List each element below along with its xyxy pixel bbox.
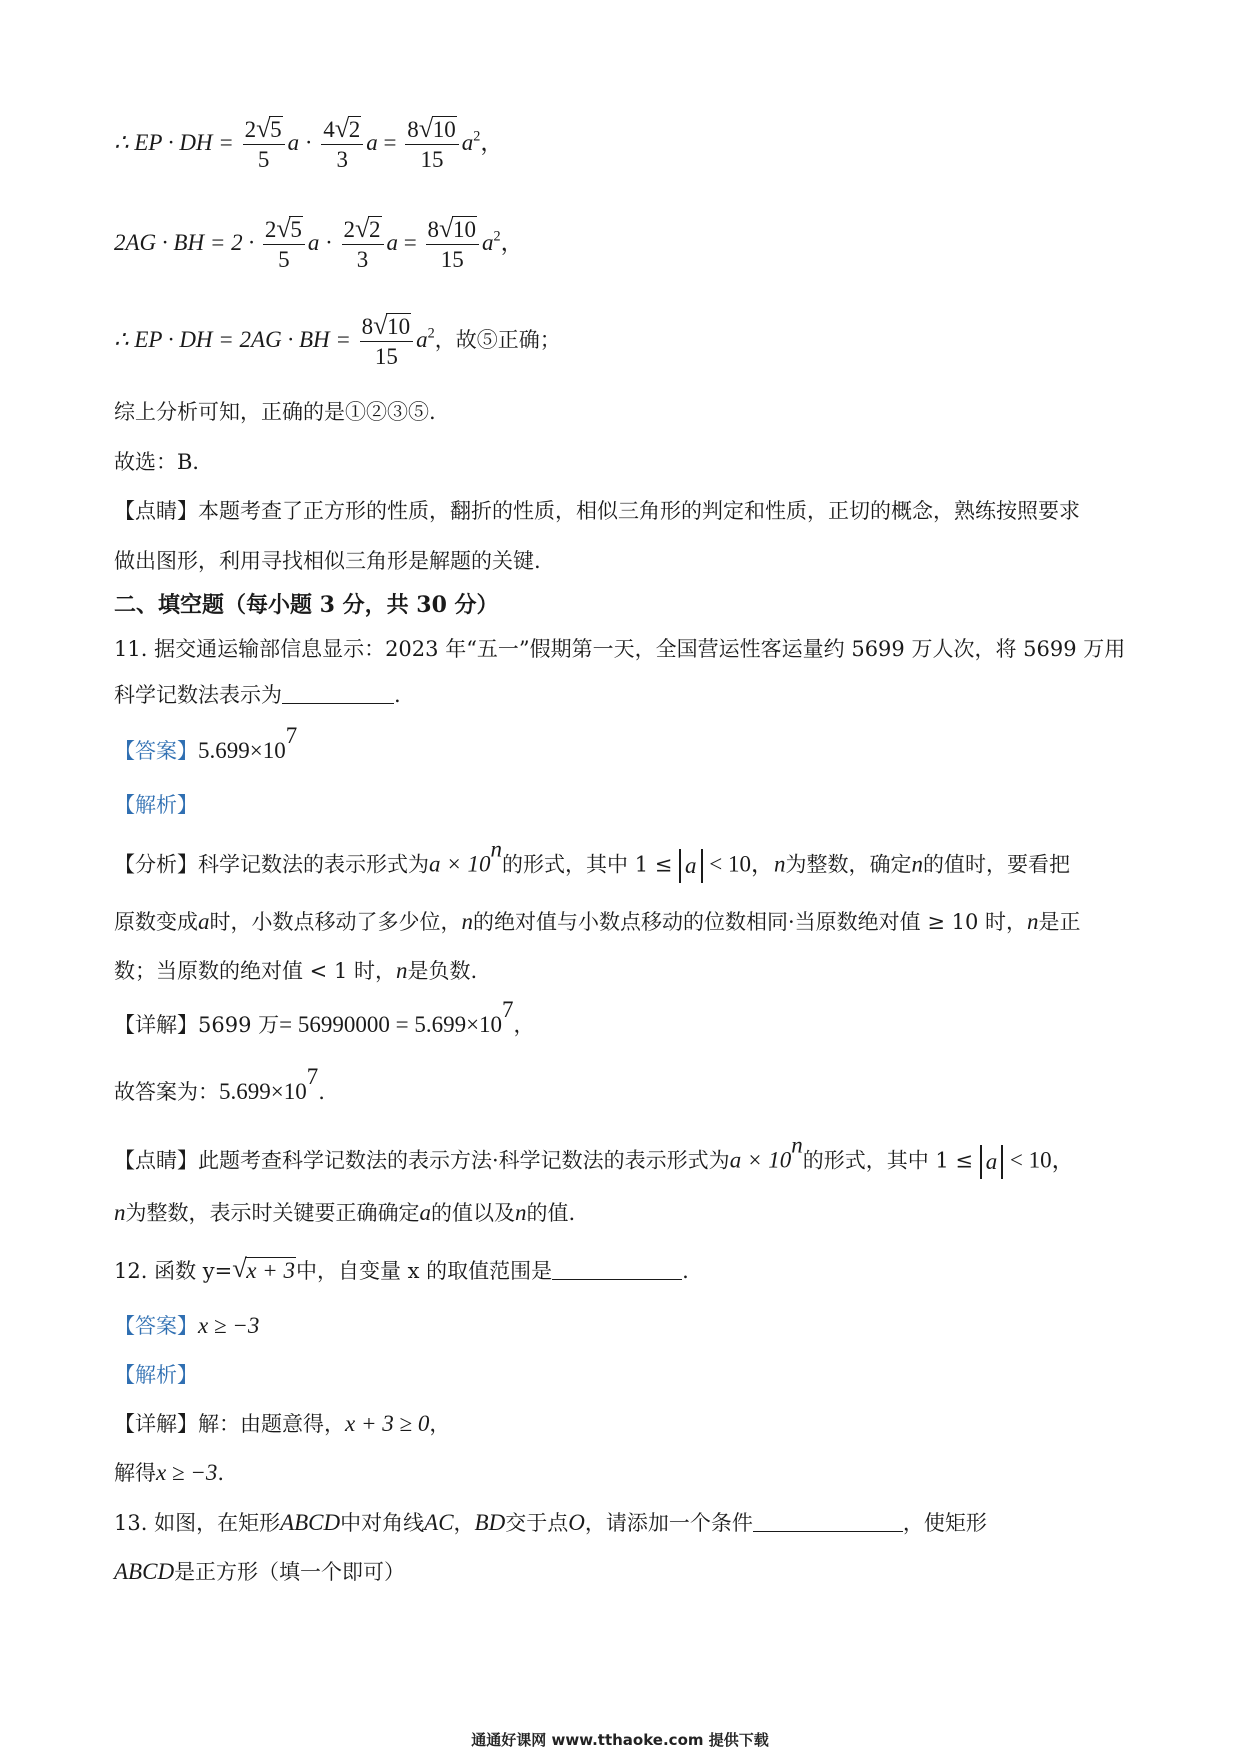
q11-stem-line-2: 科学记数法表示为 . [114, 683, 401, 707]
dianjing-paragraph-line-2: 做出图形，利用寻找相似三角形是解题的关键. [114, 549, 541, 573]
eq3-lhs: ∴ EP · DH = 2AG · BH = [114, 327, 351, 352]
eq1-fraction-3: 8 √ 10 15 [405, 118, 459, 172]
dianjing-paragraph-line-1: 【点睛】本题考查了正方形的性质，翻折的性质，相似三角形的判定和性质，正切的概念，熟练按照要求 [114, 499, 1080, 523]
equation-2ag-bh: 2AG · BH = 2 · 2 √ 5 5 a · 2 √ 2 3 a = 8 √ 10 15 $a^2$， [114, 212, 524, 272]
q11-dianjing-line-2: n为整数，表示时关键要正确确定a的值以及n的值. [114, 1200, 576, 1225]
q12-jiexi-tag: 【解析】 [114, 1363, 198, 1387]
answer-tag: 【答案】 [114, 739, 198, 763]
abs-value-a-2: a [980, 1145, 1004, 1179]
section-heading: 二、填空题（每小题 3 分，共 30 分） [114, 592, 499, 618]
q11-answer: 【答案】$5.699\times 10^7$ [114, 723, 298, 763]
q11-detail: 【详解】5699 万= $56990000 = 5.699\times 10^7$， [114, 997, 535, 1037]
eq2-fraction-1: 2 √ 5 5 [263, 218, 305, 272]
q12-stem: 12. 函数 y= √ x + 3中，自变量 x 的取值范围是 . [114, 1256, 1130, 1286]
q11-final-answer: 故答案为：$5.699\times 10^7$. [114, 1064, 325, 1104]
eq2-fraction-3: 8 √ 10 15 [426, 218, 480, 272]
q11-dianjing-line-1: 【点睛】此题考查科学记数法的表示方法·科学记数法的表示形式为$a \times 10^n$的形式，其中 1 ≤ a < 10， [114, 1145, 1130, 1179]
eq1-fraction-1: 2 √ 5 5 [243, 118, 285, 172]
q11-analysis-line-2: 原数变成a时，小数点移动了多少位，n的绝对值与小数点移动的位数相同·当原数绝对值 ≥ 10 时，n是正 [114, 909, 1081, 934]
abs-value-a: a [679, 849, 703, 883]
eq2-fraction-2: 2 √ 2 3 [342, 218, 384, 272]
dianjing-tag: 【点睛】 [114, 499, 198, 523]
eq3-fraction: 8 √ 10 15 [360, 315, 414, 369]
equation-ep-dh: ∴ EP · DH = 2 √ 5 5 a · 4 √ 2 3 a = 8 √ 10 15 $a^2$， [114, 112, 504, 172]
summary-text: 综上分析可知，正确的是①②③⑤. [114, 400, 436, 424]
q13-stem-line-2: ABCD是正方形（填一个即可） [114, 1559, 406, 1584]
q11-stem-line-1: 11. 据交通运输部信息显示：2023 年“五一”假期第一天，全国营运性客运量约 5699 万人次，将 5699 万用 [114, 637, 1126, 661]
eq1-fraction-2: 4 √ 2 3 [321, 118, 363, 172]
eq1-lhs: ∴ EP · DH = [114, 130, 234, 155]
eq2-lhs: 2AG · BH = 2 · [114, 230, 255, 255]
sqrt-expression: √ x + 3 [232, 1253, 295, 1283]
q12-answer-blank [552, 1259, 682, 1280]
equation-conclusion: ∴ EP · DH = 2AG · BH = 8 √ 10 15 $a^2$，故⑤正确； [114, 309, 561, 369]
q11-jiexi-tag: 【解析】 [114, 793, 198, 817]
choice-text: 故选：B． [114, 450, 214, 474]
q12-detail: 【详解】解：由题意得，x + 3 ≥ 0， [114, 1411, 451, 1436]
q13-stem-line-1: 13. 如图，在矩形ABCD中对角线AC，BD交于点O，请添加一个条件 ，使矩形 [114, 1510, 987, 1535]
q11-analysis-line-3: 数；当原数的绝对值 < 1 时，n是负数. [114, 958, 478, 983]
q11-analysis-line-1: 【分析】科学记数法的表示形式为$a \times 10^n$的形式，其中 1 ≤ a < 10，n为整数，确定n的值时，要看把 [114, 849, 1130, 883]
q12-answer: 【答案】x ≥ −3 [114, 1313, 260, 1338]
q11-answer-blank [282, 683, 394, 704]
eq3-tail: ，故⑤正确； [434, 328, 561, 352]
q13-answer-blank [753, 1511, 903, 1532]
footer-source: 通通好课网 www.tthaoke.com 提供下载 [471, 1731, 769, 1749]
q12-solution: 解得x ≥ −3. [114, 1460, 225, 1485]
